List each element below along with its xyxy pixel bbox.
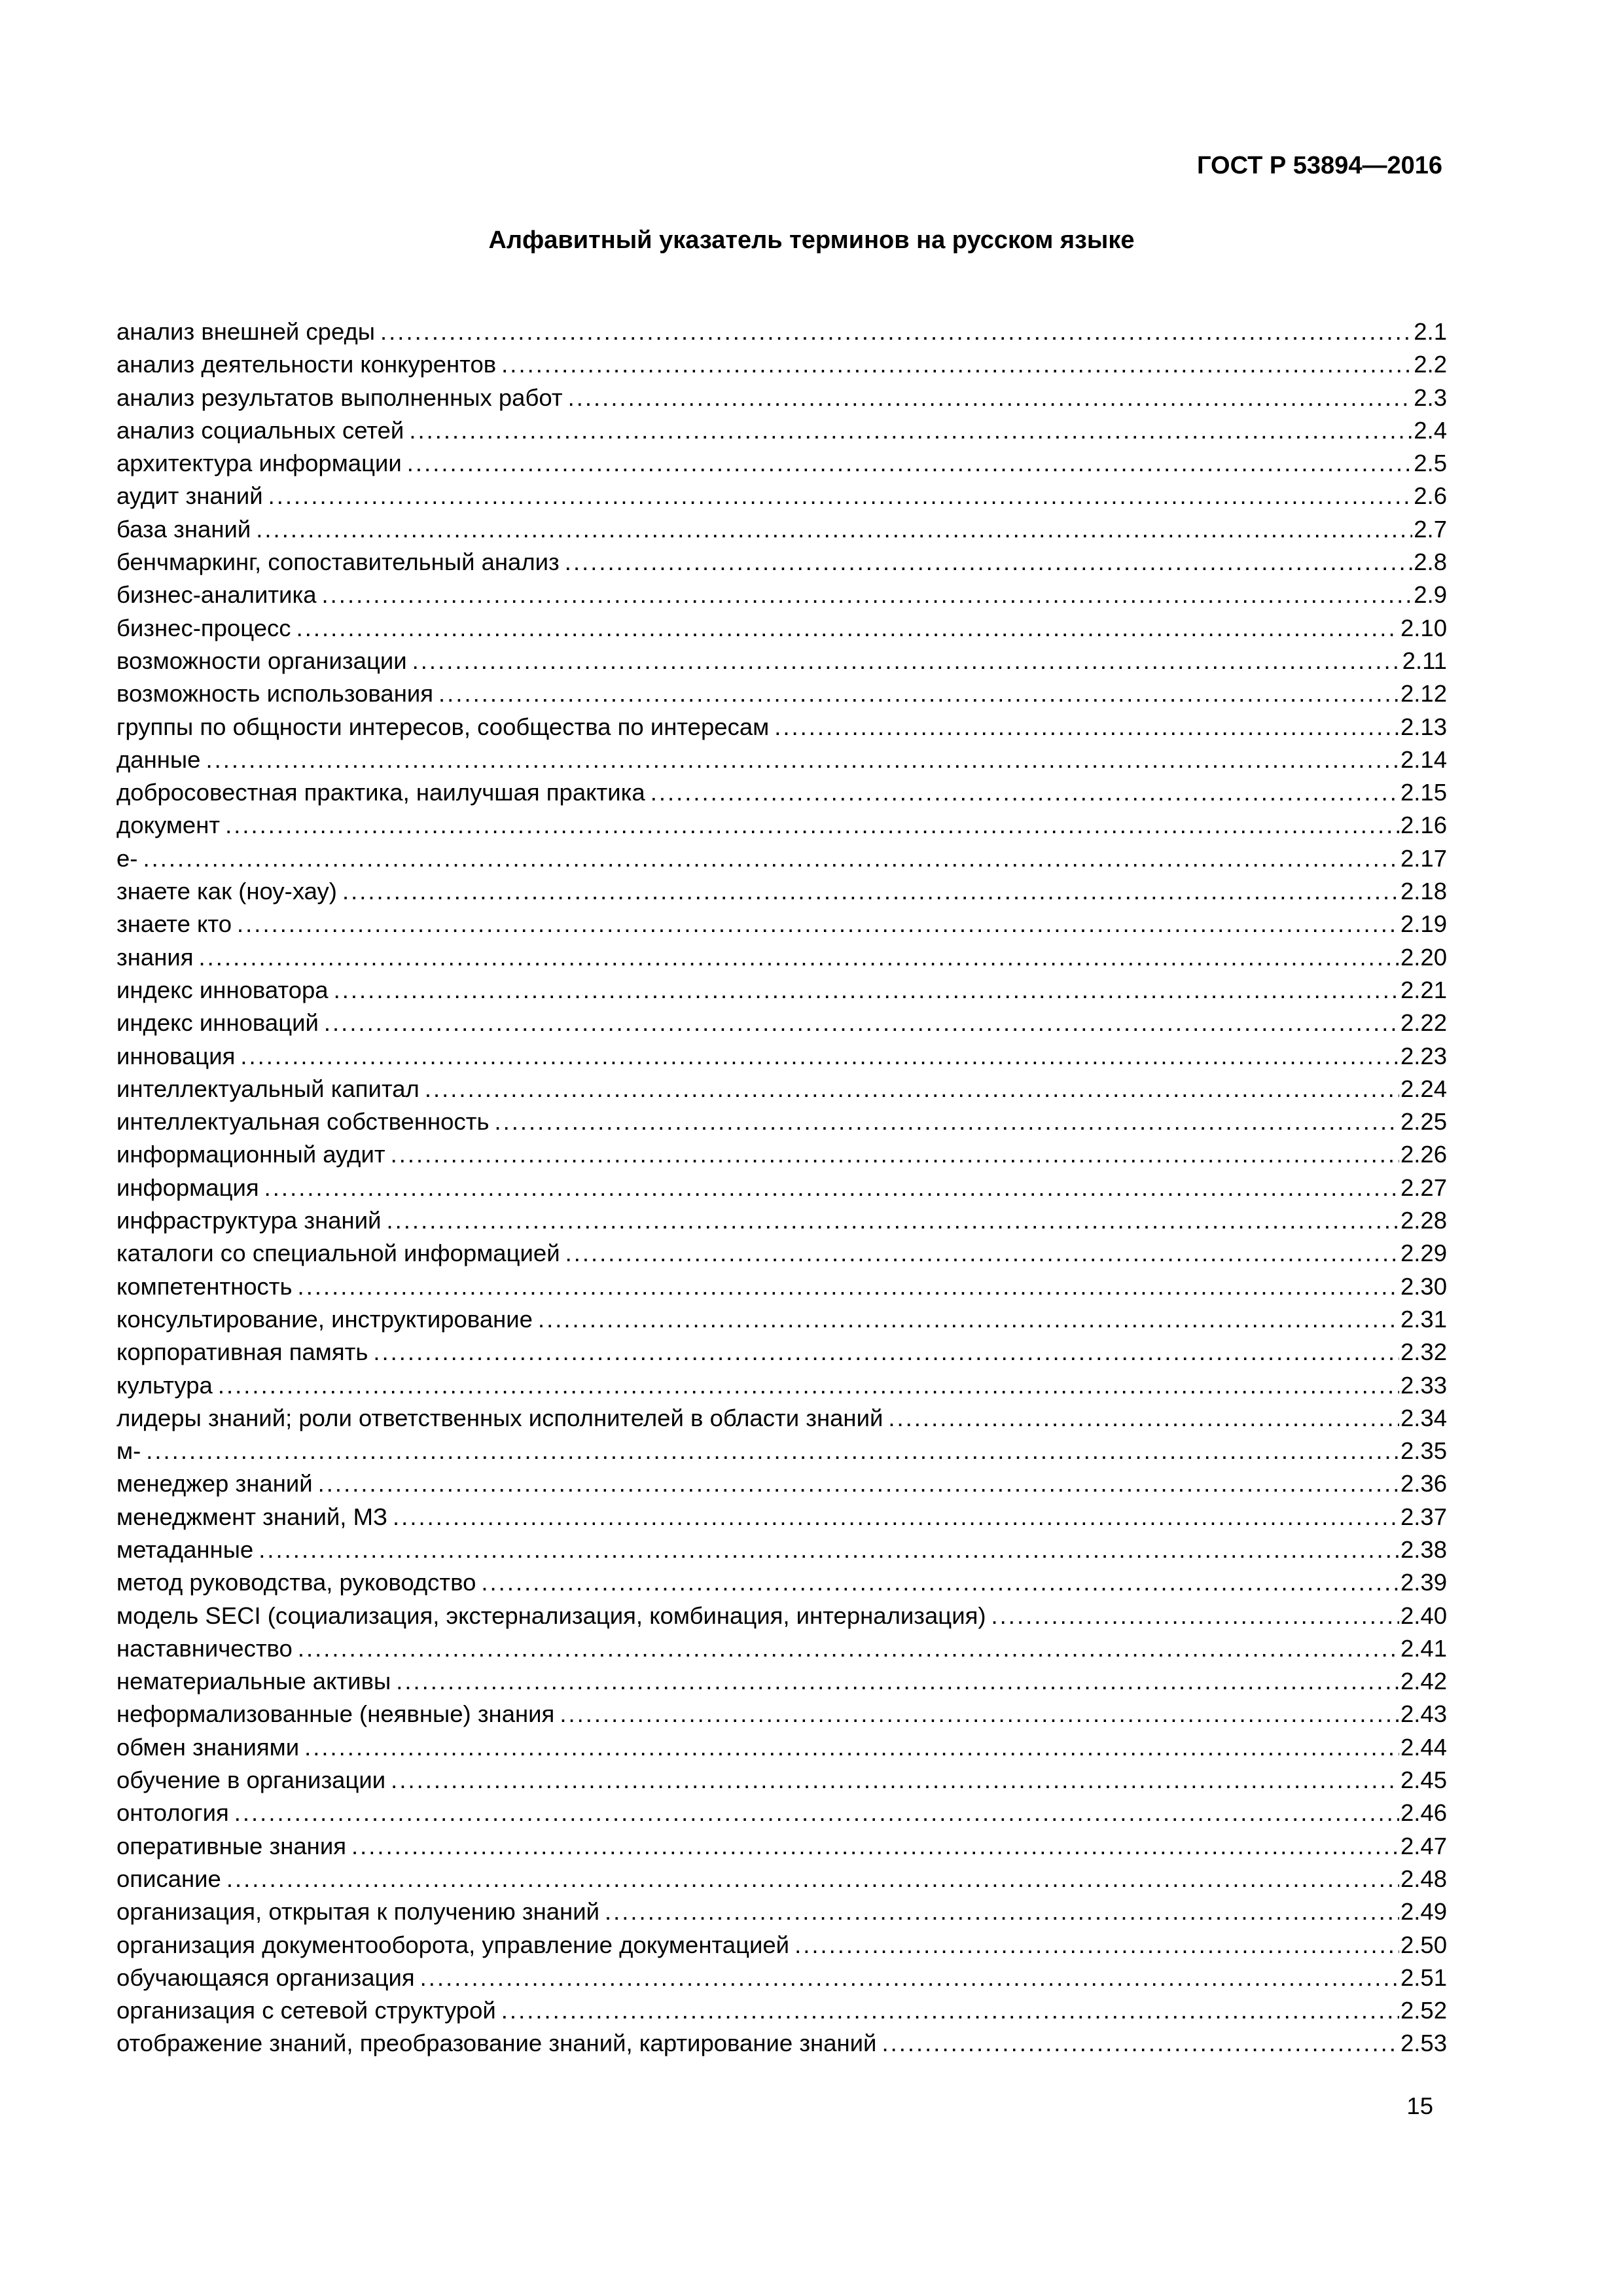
dot-leader: [393, 1501, 1399, 1534]
dot-leader: [501, 1994, 1399, 2027]
index-entry: [116, 1962, 1447, 1994]
index-entry: [116, 1665, 1447, 1698]
index-entry-ref: 2.29: [1400, 1240, 1447, 1267]
index-entry: [116, 1105, 1447, 1138]
dot-leader: [391, 1764, 1399, 1797]
index-entry-ref: 2.46: [1400, 1799, 1447, 1827]
dot-leader: [225, 809, 1399, 842]
index-entry: [116, 1402, 1447, 1435]
dot-leader: [387, 1204, 1399, 1237]
index-entry-ref: 2.11: [1402, 647, 1447, 674]
index-entry-term: бизнес-аналитика: [116, 581, 317, 609]
index-entry-term: группы по общности интересов, сообщества по интересам: [116, 713, 770, 740]
index-entry-ref: 2.7: [1414, 515, 1447, 543]
dot-leader: [318, 1467, 1399, 1500]
index-entry: [116, 315, 1447, 348]
dot-leader: [501, 348, 1412, 381]
index-entry-term: информация: [116, 1174, 259, 1201]
index-entry-term: оперативные знания: [116, 1832, 346, 1859]
index-entry-term: индекс инноватора: [116, 976, 329, 1003]
index-entry-term: обмен знаниями: [116, 1733, 300, 1761]
index-entry-ref: 2.10: [1400, 614, 1447, 641]
dot-leader: [420, 1962, 1399, 1994]
index-entry-ref: 2.22: [1400, 1009, 1447, 1037]
dot-leader: [438, 677, 1399, 710]
dot-leader: [774, 711, 1399, 744]
dot-leader: [391, 1138, 1399, 1171]
index-entry-ref: 2.53: [1400, 2030, 1447, 2057]
dot-leader: [651, 776, 1399, 809]
index-entry: [116, 842, 1447, 875]
index-entry-ref: 2.40: [1400, 1602, 1447, 1629]
index-entry-ref: 2.3: [1414, 384, 1447, 411]
index-entry-ref: 2.20: [1400, 943, 1447, 971]
dot-leader: [322, 579, 1413, 611]
index-entry-term: менеджер знаний: [116, 1470, 313, 1498]
index-entry-ref: 2.17: [1400, 844, 1447, 872]
index-entry-ref: 2.9: [1414, 581, 1447, 609]
dot-leader: [264, 1172, 1399, 1204]
dot-leader: [298, 1270, 1399, 1303]
index-entry: [116, 1073, 1447, 1105]
index-entry-ref: 2.49: [1400, 1898, 1447, 1926]
index-entry-ref: 2.52: [1400, 1997, 1447, 2024]
index-entry: [116, 1303, 1447, 1336]
index-entry: [116, 1994, 1447, 2027]
index-entry-ref: 2.4: [1414, 416, 1447, 444]
index-entry-term: аудит знаний: [116, 482, 263, 510]
dot-leader: [409, 414, 1412, 447]
index-entry: [116, 645, 1447, 677]
dot-leader: [412, 645, 1401, 677]
index-entry: [116, 1270, 1447, 1303]
dot-leader: [143, 842, 1399, 875]
index-entry: [116, 447, 1447, 480]
index-entry-ref: 2.50: [1400, 1931, 1447, 1958]
index-entry-term: неформализованные (неявные) знания: [116, 1700, 555, 1728]
index-entry: [116, 1237, 1447, 1270]
index-entry: [116, 480, 1447, 512]
index-entry-term: анализ социальных сетей: [116, 416, 404, 444]
dot-leader: [396, 1665, 1399, 1698]
index-entry-term: метод руководства, руководство: [116, 1569, 476, 1596]
index-entry-ref: 2.39: [1400, 1569, 1447, 1596]
dot-leader: [407, 447, 1412, 480]
index-entry-ref: 2.36: [1400, 1470, 1447, 1498]
index-entry-ref: 2.26: [1400, 1141, 1447, 1168]
index-entry-term: индекс инноваций: [116, 1009, 319, 1037]
index-entry: [116, 348, 1447, 381]
index-entry-term: отображение знаний, преобразование знаний, картирование знаний: [116, 2030, 877, 2057]
index-entry: [116, 1830, 1447, 1863]
index-entry: [116, 1600, 1447, 1632]
index-entry-term: документ: [116, 812, 221, 839]
index-entry-ref: 2.43: [1400, 1700, 1447, 1728]
dot-leader: [237, 908, 1399, 941]
dot-leader: [605, 1895, 1399, 1928]
dot-leader: [226, 1863, 1399, 1895]
index-entry: [116, 974, 1447, 1007]
index-entry: [116, 1929, 1447, 1962]
index-entry-ref: 2.6: [1414, 482, 1447, 510]
index-entry: [116, 1895, 1447, 1928]
index-entry: [116, 1731, 1447, 1764]
index-entry-term: обучение в организации: [116, 1767, 386, 1794]
index-entry-ref: 2.42: [1400, 1668, 1447, 1695]
index-entry-ref: 2.45: [1400, 1767, 1447, 1794]
dot-leader: [794, 1929, 1399, 1962]
index-entry-term: менеджмент знаний, МЗ: [116, 1503, 388, 1530]
index-entry-ref: 2.44: [1400, 1733, 1447, 1761]
dot-leader: [240, 1040, 1399, 1073]
index-entry: [116, 1467, 1447, 1500]
index-entry-ref: 2.15: [1400, 779, 1447, 806]
index-entry: [116, 382, 1447, 414]
dot-leader: [565, 546, 1412, 579]
index-entry-ref: 2.21: [1400, 976, 1447, 1003]
index-entry-ref: 2.2: [1414, 351, 1447, 378]
index-entry: [116, 1369, 1447, 1402]
index-entry-term: возможность использования: [116, 680, 434, 708]
index-entry-term: инновация: [116, 1042, 236, 1069]
dot-leader: [568, 382, 1413, 414]
index-entry-term: добросовестная практика, наилучшая практика: [116, 779, 645, 806]
dot-leader: [256, 513, 1412, 546]
dot-leader: [218, 1369, 1399, 1402]
index-entry-term: анализ результатов выполненных работ: [116, 384, 563, 411]
dot-leader: [481, 1566, 1399, 1599]
index-entry-ref: 2.48: [1400, 1865, 1447, 1892]
index-entry: [116, 1336, 1447, 1369]
index-entry: [116, 1764, 1447, 1797]
index-entry: [116, 513, 1447, 546]
index-entry-ref: 2.51: [1400, 1964, 1447, 1991]
dot-leader: [351, 1830, 1399, 1863]
index-entry-term: консультирование, инструктирование: [116, 1305, 533, 1333]
dot-leader: [342, 875, 1399, 908]
index-entry: [116, 1797, 1447, 1829]
index-entry-ref: 2.31: [1400, 1305, 1447, 1333]
index-entry-ref: 2.18: [1400, 878, 1447, 905]
dot-leader: [268, 480, 1413, 512]
index-entry-term: знания: [116, 943, 194, 971]
index-entry-ref: 2.25: [1400, 1108, 1447, 1136]
dot-leader: [205, 744, 1399, 776]
index-entry-term: наставничество: [116, 1634, 293, 1662]
index-entry: [116, 2027, 1447, 2060]
index-entry: [116, 1698, 1447, 1731]
index-entry: [116, 612, 1447, 645]
dot-leader: [425, 1073, 1399, 1105]
index-entry: [116, 1632, 1447, 1665]
index-entry-term: знаете как (ноу-хау): [116, 878, 337, 905]
page-number: 15: [1406, 2092, 1433, 2119]
index-entry: [116, 908, 1447, 941]
index-entry-term: знаете кто: [116, 910, 232, 938]
dot-leader: [259, 1534, 1399, 1566]
index-entry: [116, 1138, 1447, 1171]
index-entry-ref: 2.5: [1414, 450, 1447, 477]
dot-leader: [380, 315, 1412, 348]
index-entry: [116, 875, 1447, 908]
index-entry-term: бенчмаркинг, сопоставительный анализ: [116, 548, 560, 576]
dot-leader: [538, 1303, 1399, 1336]
index-entry: [116, 809, 1447, 842]
index-entry: [116, 546, 1447, 579]
index-entry-term: нематериальные активы: [116, 1668, 391, 1695]
index-entry-term: е-: [116, 844, 138, 872]
index-entry-term: метаданные: [116, 1535, 254, 1563]
index-entry-ref: 2.41: [1400, 1634, 1447, 1662]
dot-leader: [888, 1402, 1399, 1435]
index-entry-term: м-: [116, 1437, 141, 1465]
index-entry-ref: 2.19: [1400, 910, 1447, 938]
index-entry: [116, 1172, 1447, 1204]
index-entry-term: анализ внешней среды: [116, 318, 376, 345]
index-entry: [116, 1863, 1447, 1895]
index-entry-term: бизнес-процесс: [116, 614, 291, 641]
dot-leader: [146, 1435, 1399, 1467]
term-index-list: [116, 315, 1447, 2060]
dot-leader: [199, 941, 1399, 974]
index-entry-term: компетентность: [116, 1272, 293, 1300]
index-entry-ref: 2.8: [1414, 548, 1447, 576]
index-entry-term: описание: [116, 1865, 221, 1892]
dot-leader: [296, 612, 1399, 645]
dot-leader: [565, 1237, 1399, 1270]
index-entry-ref: 2.1: [1414, 318, 1447, 345]
index-entry-ref: 2.37: [1400, 1503, 1447, 1530]
index-entry-term: организация документооборота, управление документацией: [116, 1931, 790, 1958]
index-entry-ref: 2.14: [1400, 745, 1447, 773]
index-entry: [116, 1204, 1447, 1237]
index-entry: [116, 941, 1447, 974]
index-entry-term: каталоги со специальной информацией: [116, 1240, 560, 1267]
index-entry-term: данные: [116, 745, 201, 773]
index-entry: [116, 744, 1447, 776]
index-entry-ref: 2.16: [1400, 812, 1447, 839]
index-entry-term: онтология: [116, 1799, 229, 1827]
index-entry-ref: 2.13: [1400, 713, 1447, 740]
dot-leader: [324, 1007, 1399, 1039]
index-entry-term: организация, открытая к получению знаний: [116, 1898, 599, 1926]
index-entry-term: интеллектуальная собственность: [116, 1108, 490, 1136]
dot-leader: [560, 1698, 1399, 1731]
index-entry-term: интеллектуальный капитал: [116, 1075, 419, 1102]
index-entry: [116, 711, 1447, 744]
dot-leader: [334, 974, 1399, 1007]
index-entry: [116, 677, 1447, 710]
index-entry: [116, 1435, 1447, 1467]
standard-code: ГОСТ Р 53894—2016: [1197, 152, 1442, 179]
index-entry-ref: 2.24: [1400, 1075, 1447, 1102]
index-entry-ref: 2.32: [1400, 1338, 1447, 1366]
dot-leader: [234, 1797, 1399, 1829]
index-entry-term: культура: [116, 1371, 213, 1399]
index-entry-term: база знаний: [116, 515, 251, 543]
index-entry-term: возможности организации: [116, 647, 407, 674]
index-entry-term: архитектура информации: [116, 450, 402, 477]
index-entry-term: корпоративная память: [116, 1338, 368, 1366]
index-entry: [116, 1501, 1447, 1534]
index-entry-term: организация с сетевой структурой: [116, 1997, 496, 2024]
index-entry: [116, 1534, 1447, 1566]
dot-leader: [494, 1105, 1399, 1138]
page-title: Алфавитный указатель терминов на русском языке: [488, 226, 1135, 254]
index-entry-ref: 2.27: [1400, 1174, 1447, 1201]
index-entry-term: лидеры знаний; роли ответственных исполнителей в области знаний: [116, 1404, 883, 1431]
index-entry: [116, 1007, 1447, 1039]
index-entry-term: обучающаяся организация: [116, 1964, 415, 1991]
index-entry-term: инфраструктура знаний: [116, 1207, 382, 1234]
index-entry-ref: 2.35: [1400, 1437, 1447, 1465]
dot-leader: [373, 1336, 1399, 1369]
index-entry-term: анализ деятельности конкурентов: [116, 351, 497, 378]
dot-leader: [882, 2027, 1399, 2060]
dot-leader: [304, 1731, 1399, 1764]
index-entry-term: модель SECI (социализация, экстернализация, комбинация, интернализация): [116, 1602, 986, 1629]
index-entry-ref: 2.33: [1400, 1371, 1447, 1399]
index-entry-ref: 2.12: [1400, 680, 1447, 708]
index-entry: [116, 776, 1447, 809]
index-entry-ref: 2.34: [1400, 1404, 1447, 1431]
index-entry-ref: 2.28: [1400, 1207, 1447, 1234]
index-entry: [116, 579, 1447, 611]
index-entry: [116, 1566, 1447, 1599]
index-entry: [116, 1040, 1447, 1073]
index-entry-term: информационный аудит: [116, 1141, 385, 1168]
index-entry-ref: 2.38: [1400, 1535, 1447, 1563]
index-entry-ref: 2.47: [1400, 1832, 1447, 1859]
dot-leader: [298, 1632, 1399, 1665]
index-entry: [116, 414, 1447, 447]
dot-leader: [991, 1600, 1399, 1632]
index-entry-ref: 2.30: [1400, 1272, 1447, 1300]
index-entry-ref: 2.23: [1400, 1042, 1447, 1069]
